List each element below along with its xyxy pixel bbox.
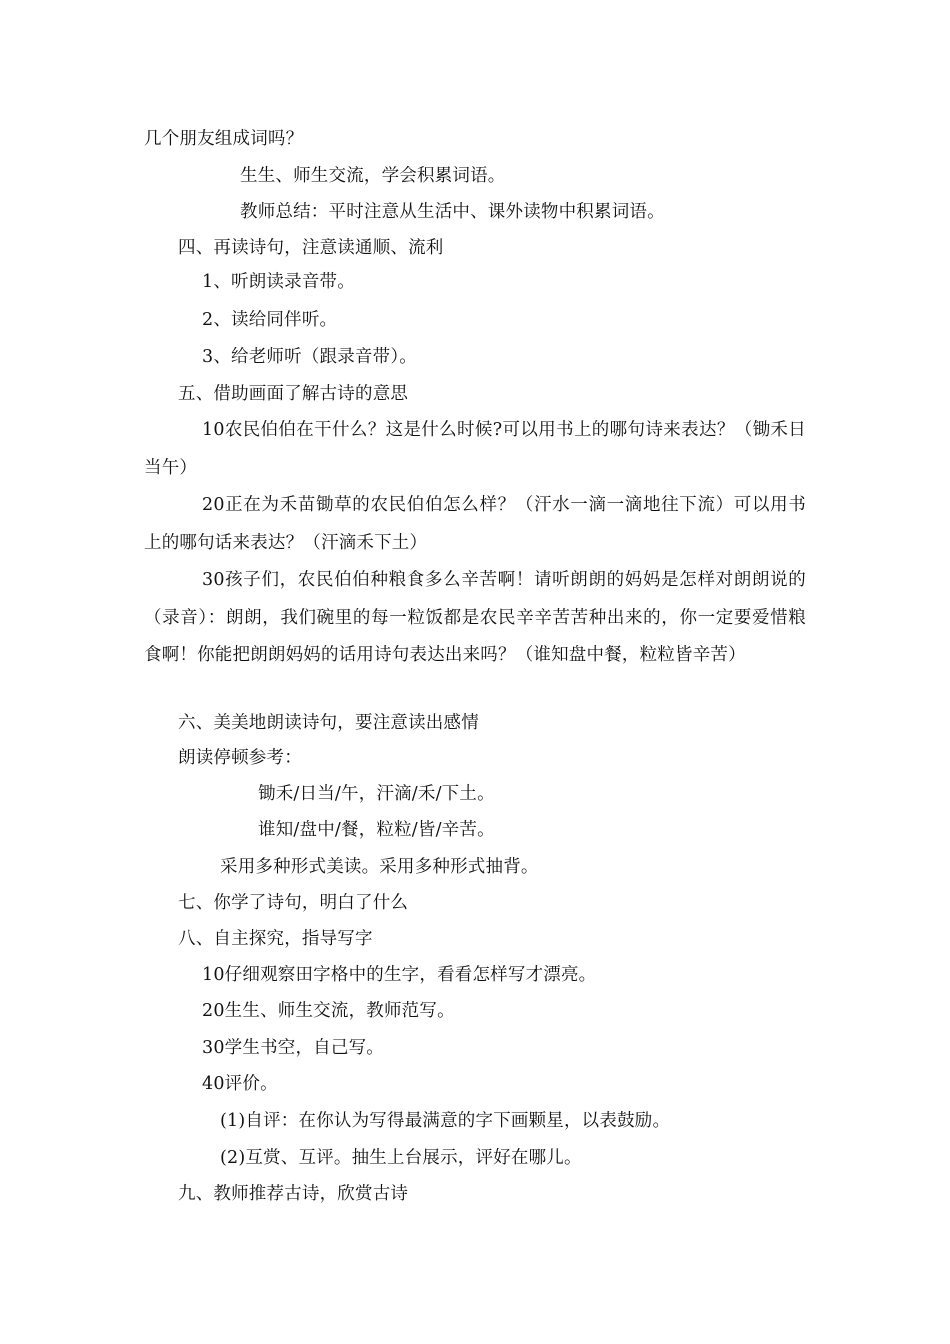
text-line: 2、读给同伴听。 (202, 310, 338, 330)
text-line: 1、听朗读录音带。 (202, 272, 355, 292)
text-line: 几个朋友组成词吗？ (144, 129, 304, 149)
poem-line: 谁知/盘中/餐，粒粒/皆/辛苦。 (258, 820, 495, 840)
paragraph: 10农民伯伯在干什么？这是什么时候?可以用书上的哪句诗来表达？（锄禾日当午） (144, 420, 806, 478)
text-line: 10仔细观察田字格中的生字，看看怎样写才漂亮。 (202, 965, 597, 985)
text-line: (2)互赏、互评。抽生上台展示，评好在哪儿。 (220, 1148, 582, 1168)
text-line: 采用多种形式美读。采用多种形式抽背。 (220, 857, 539, 877)
text-line: (1)自评：在你认为写得最满意的字下画颗星，以表鼓励。 (220, 1111, 671, 1131)
text-line: 20生生、师生交流，教师范写。 (202, 1001, 455, 1021)
section-heading: 六、美美地朗读诗句，要注意读出感情 (178, 713, 479, 733)
text-line: 生生、师生交流，学会积累词语。 (240, 166, 506, 186)
text-line: 3、给老师听（跟录音带）。 (202, 347, 417, 367)
paragraph: 30孩子们，农民伯伯种粮食多么辛苦啊！请听朗朗的妈妈是怎样对朗朗说的（录音）：朗朗，我们碗里的每一粒饭都是农民辛辛苦苦种出来的，你一定要爱惜粮食啊！你能把朗朗妈妈的话用诗句表达出来吗？（谁知盘中餐，粒粒皆辛苦） (144, 570, 806, 665)
section-heading: 四、再读诗句，注意读通顺、流利 (178, 238, 444, 258)
section-heading: 七、你学了诗句，明白了什么 (178, 893, 409, 913)
poem-line: 锄禾/日当/午，汗滴/禾/下土。 (258, 784, 495, 804)
text-line: 30学生书空，自己写。 (202, 1038, 384, 1058)
text-line: 朗读停顿参考： (178, 748, 302, 768)
text-line: 40评价。 (202, 1074, 278, 1094)
section-heading: 五、借助画面了解古诗的意思 (178, 384, 409, 404)
paragraph: 20正在为禾苗锄草的农民伯伯怎么样？（汗水一滴一滴地往下流）可以用书上的哪句话来表达？（汗滴禾下土） (144, 495, 806, 553)
text-line: 教师总结：平时注意从生活中、课外读物中积累词语。 (240, 202, 665, 222)
section-heading: 九、教师推荐古诗，欣赏古诗 (178, 1184, 409, 1204)
section-heading: 八、自主探究，指导写字 (178, 929, 373, 949)
